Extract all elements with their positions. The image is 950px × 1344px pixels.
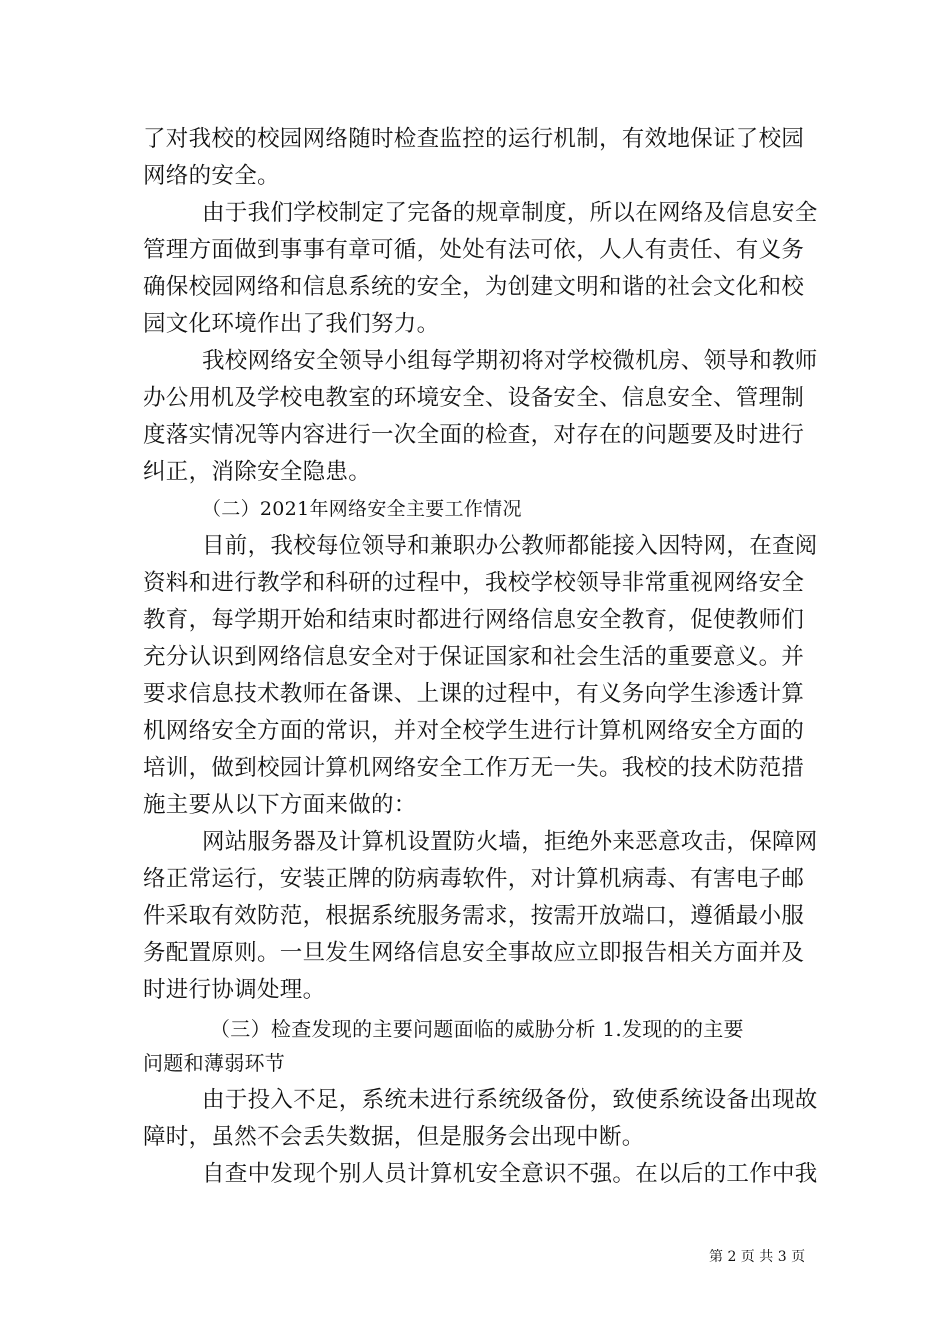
paragraph-line: 自查中发现个别人员计算机安全意识不强。在以后的工作中我	[202, 1161, 818, 1187]
section-heading: （三）检查发现的主要问题面临的威胁分析 1.发现的的主要	[210, 1017, 744, 1041]
paragraph-line: 由于投入不足，系统未进行系统级备份，致使系统设备出现故	[202, 1087, 818, 1113]
paragraph-line: 务配置原则。一旦发生网络信息安全事故应立即报告相关方面并及	[143, 940, 805, 966]
paragraph-line: 由于我们学校制定了完备的规章制度，所以在网络及信息安全	[202, 200, 818, 226]
paragraph-line: 时进行协调处理。	[143, 977, 326, 1003]
paragraph-line: 充分认识到网络信息安全对于保证国家和社会生活的重要意义。并	[143, 644, 805, 670]
paragraph-line: 办公用机及学校电教室的环境安全、设备安全、信息安全、管理制	[143, 385, 805, 411]
paragraph-line: 障时，虽然不会丢失数据，但是服务会出现中断。	[143, 1124, 645, 1150]
paragraph-line: 要求信息技术教师在备课、上课的过程中，有义务向学生渗透计算	[143, 681, 805, 707]
paragraph-line: 纠正，消除安全隐患。	[143, 459, 372, 485]
paragraph-line: 机网络安全方面的常识，并对全校学生进行计算机网络安全方面的	[143, 718, 805, 744]
paragraph-line: 施主要从以下方面来做的：	[143, 792, 417, 818]
paragraph-line: 管理方面做到事事有章可循，处处有法可依，人人有责任、有义务	[143, 237, 805, 263]
section-heading: 问题和薄弱环节	[143, 1051, 286, 1075]
paragraph-line: 网站服务器及计算机设置防火墙，拒绝外来恶意攻击，保障网	[202, 829, 818, 855]
paragraph-line: 了对我校的校园网络随时检查监控的运行机制，有效地保证了校园	[143, 126, 805, 152]
paragraph-line: 件采取有效防范，根据系统服务需求，按需开放端口，遵循最小服	[143, 903, 805, 929]
paragraph-line: 络正常运行，安装正牌的防病毒软件，对计算机病毒、有害电子邮	[143, 866, 805, 892]
paragraph-line: 园文化环境作出了我们努力。	[143, 311, 440, 337]
paragraph-line: 教育，每学期开始和结束时都进行网络信息安全教育，促使教师们	[143, 607, 805, 633]
paragraph-line: 网络的安全。	[143, 163, 280, 189]
section-heading: （二）2021年网络安全主要工作情况	[202, 498, 522, 520]
paragraph-line: 培训，做到校园计算机网络安全工作万无一失。我校的技术防范措	[143, 755, 805, 781]
paragraph-line: 确保校园网络和信息系统的安全，为创建文明和谐的社会文化和校	[143, 274, 805, 300]
paragraph-line: 我校网络安全领导小组每学期初将对学校微机房、领导和教师	[202, 348, 818, 374]
paragraph-line: 资料和进行教学和科研的过程中，我校学校领导非常重视网络安全	[143, 570, 805, 596]
page-number-footer: 第 2 页 共 3 页	[709, 1249, 806, 1265]
paragraph-line: 目前，我校每位领导和兼职办公教师都能接入因特网，在查阅	[202, 533, 818, 559]
paragraph-line: 度落实情况等内容进行一次全面的检查，对存在的问题要及时进行	[143, 422, 805, 448]
